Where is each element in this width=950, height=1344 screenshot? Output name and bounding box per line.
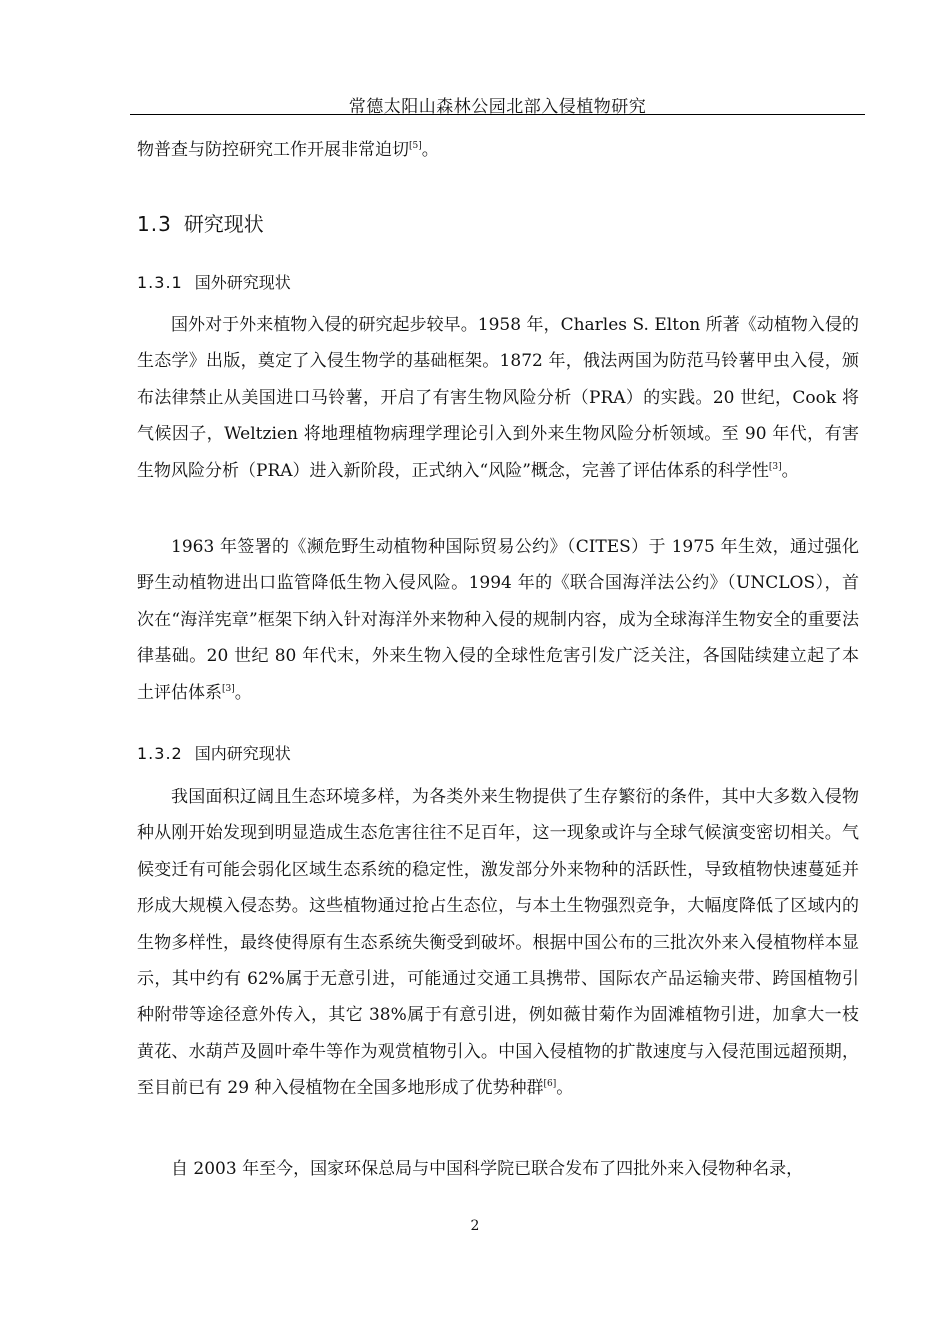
subsection-heading-domestic xyxy=(137,741,291,764)
paragraph-domestic-2: 自 2003 年至今，国家环保总局与中国科学院已联合发布了四批外来入侵物种名录， xyxy=(171,1159,804,1179)
section-title: 研究现状 xyxy=(183,212,264,236)
citation: [5] xyxy=(409,141,422,151)
citation: [3] xyxy=(222,683,235,694)
subsection-title: 国外研究现状 xyxy=(194,273,291,292)
continuation-paragraph: 物普查与防控研究工作开展非常迫切[5]。 xyxy=(137,140,439,160)
subsection-number: 1.3.1 xyxy=(137,273,183,292)
section-heading xyxy=(137,208,264,237)
subsection-heading-foreign xyxy=(137,270,291,293)
page-number: 2 xyxy=(470,1218,480,1234)
paragraph-domestic-1: 我国面积辽阔且生态环境多样，为各类外来生物提供了生存繁衍的条件，其中大多数入侵物种从刚开始发现到明显造成生态危害往往不足百年，这一现象或许与全球气候演变密切相关。气候变迁有可能会弱化区域生态系统的稳定性，激发部分外来物种的活跃性，导致植物快速蔓延并形成大规模入侵态势。这些植物通过抢占生态位，与本土生物强烈竞争，大幅度降低了区域内的生物多样性，最终使得原有生态系统失衡受到破坏。根据中国公布的三批次外来入侵植物样本显示，其中约有 62%属于无意引进，可能通过交通工具携带、国际农产品运输夹带、跨国植物引种附带等途径意外传入，其它 38%属于有意引进，例如薇甘菊作为固滩植物引进，加拿大一枝黄花、水葫芦及圆叶牵牛等作为观赏植物引入。中国入侵植物的扩散速度与入侵范围远超预期，至目前已有 29 种入侵植物在全国多地形成了优势种群[6]。 xyxy=(137,787,859,1099)
paragraph-foreign-1: 国外对于外来植物入侵的研究起步较早。1958 年，Charles S. Elton 所著《动植物入侵的生态学》出版，奠定了入侵生物学的基础框架。1872 年，俄法两国为防范马铃薯甲虫入侵，颁布法律禁止从美国进口马铃薯，开启了有害生物风险分析（PRA）的实践。20 世纪，Cook 将气候因子，Weltzien 将地理植物病理学理论引入到外来生物风险分析领域。至 90 年代，有害生物风险分析（PRA）进入新阶段，正式纳入“风险”概念，完善了评估体系的科学性[3]。 xyxy=(137,315,859,481)
running-header-title: 常德太阳山森林公园北部入侵植物研究 xyxy=(348,97,647,117)
citation: [6] xyxy=(543,1079,557,1090)
paragraph-foreign-2: 1963 年签署的《濒危野生动植物种国际贸易公约》（CITES）于 1975 年生效，通过强化野生动植物进出口监管降低生物入侵风险。1994 年的《联合国海洋法公约》（UNCLOS），首次在“海洋宪章”框架下纳入针对海洋外来物种入侵的规制内容，成为全球海洋生物安全的重要法律基础。20 世纪 80 年代末，外来生物入侵的全球性危害引发广泛关注，各国陆续建立起了本土评估体系[3]。 xyxy=(137,537,859,703)
header-rule xyxy=(130,114,865,115)
subsection-number: 1.3.2 xyxy=(137,744,183,763)
citation: [3] xyxy=(768,461,782,472)
subsection-title: 国内研究现状 xyxy=(194,744,291,763)
section-number: 1.3 xyxy=(137,212,172,236)
